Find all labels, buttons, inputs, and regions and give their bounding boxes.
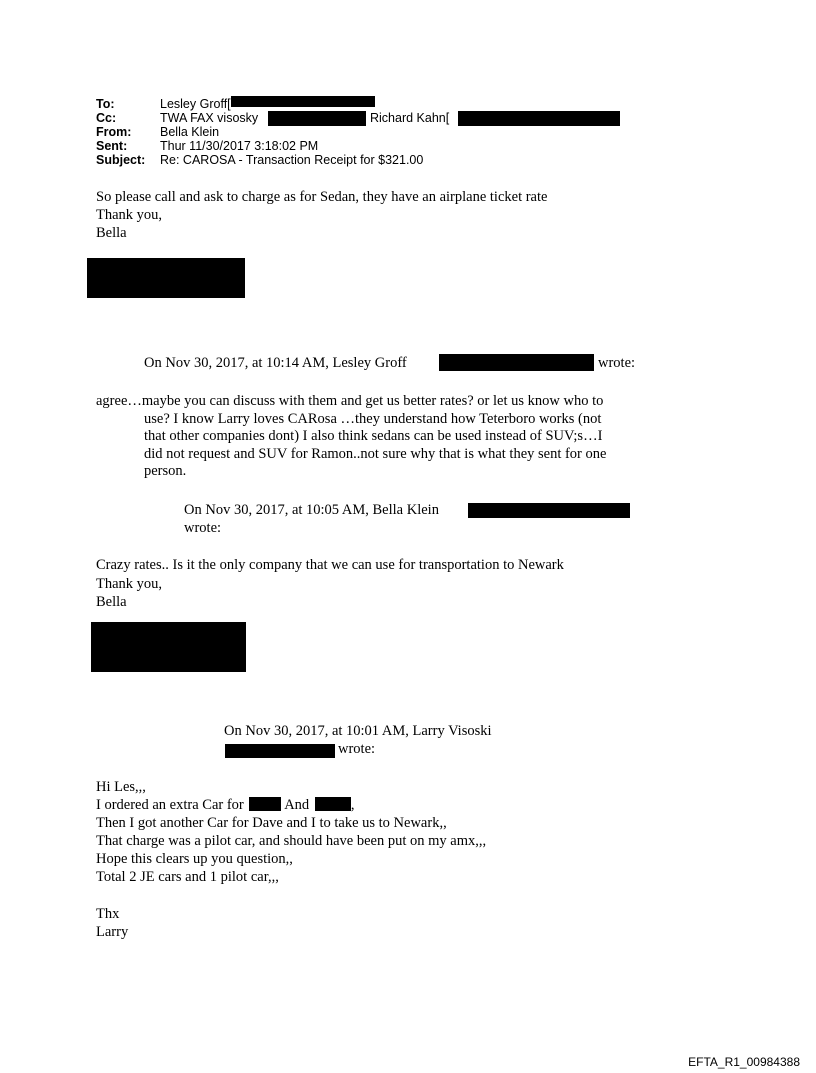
sent-label: Sent: — [96, 139, 128, 153]
message-line: Thank you, — [96, 576, 163, 592]
cc-label: Cc: — [96, 111, 117, 125]
line-text: And — [284, 797, 310, 813]
to-label: To: — [96, 97, 115, 111]
message-line: Hi Les,,, — [96, 779, 146, 795]
attribution-wrote: wrote: — [184, 520, 222, 536]
message-signature: Larry — [96, 924, 129, 940]
message-signature: Bella — [96, 225, 127, 241]
attribution-wrote: wrote: — [338, 741, 376, 757]
redaction-block — [315, 797, 351, 811]
redaction-block — [458, 111, 620, 126]
message-line: Thx — [96, 906, 120, 922]
subject-row — [96, 153, 656, 167]
quote-body — [96, 393, 606, 481]
redaction-block — [468, 503, 630, 518]
body-line: agree…maybe you can discuss with them and get us better rates? or let us know who to — [96, 393, 604, 409]
body-line: use? I know Larry loves CARosa …they understand how Teterboro works (not — [144, 410, 602, 427]
from-value: Bella Klein — [160, 125, 220, 139]
subject-label: Subject: — [96, 153, 146, 167]
message-line: Hope this clears up you question,, — [96, 851, 293, 867]
redaction-block — [91, 622, 246, 672]
quote-attribution: On Nov 30, 2017, at 10:01 AM, Larry Visoski — [224, 723, 492, 739]
redaction-block — [439, 354, 594, 371]
attribution-wrote: wrote: — [598, 355, 636, 371]
redaction-block — [225, 744, 335, 758]
cc-value-1: TWA FAX visosky — [160, 111, 259, 125]
from-row — [96, 125, 656, 139]
cc-value-2: Richard Kahn[ — [370, 111, 450, 125]
message-line: Then I got another Car for Dave and I to take us to Newark,, — [96, 815, 447, 831]
body-line: did not request and SUV for Ramon..not sure why that is what they sent for one — [144, 445, 607, 462]
quote-attribution — [144, 355, 407, 373]
to-row — [96, 97, 656, 111]
message-signature: Bella — [96, 594, 127, 610]
redaction-block — [268, 111, 366, 126]
from-label: From: — [96, 125, 132, 139]
message-line — [96, 797, 354, 815]
sent-row — [96, 139, 656, 153]
document-id: EFTA_R1_00984388 — [688, 1055, 800, 1069]
message-line: Crazy rates.. Is it the only company that we can use for transportation to Newark — [96, 557, 564, 573]
attribution-text: On Nov 30, 2017, at 10:14 AM, Lesley Groff — [144, 355, 407, 371]
sent-value: Thur 11/30/2017 3:18:02 PM — [160, 139, 319, 153]
message-line: Total 2 JE cars and 1 pilot car,,, — [96, 869, 279, 885]
redaction-block — [231, 96, 375, 107]
message-line: Thank you, — [96, 207, 163, 223]
body-line: person. — [144, 463, 187, 480]
message-line: That charge was a pilot car, and should have been put on my amx,,, — [96, 833, 487, 849]
line-text: , — [350, 797, 355, 813]
email-header — [96, 97, 656, 177]
quote-attribution: On Nov 30, 2017, at 10:05 AM, Bella Klein — [184, 502, 439, 518]
to-value: Lesley Groff[ — [160, 97, 231, 111]
body-line: that other companies dont) I also think sedans can be used instead of SUV;s…I — [144, 428, 603, 445]
message-line: So please call and ask to charge as for Sedan, they have an airplane ticket rate — [96, 189, 548, 205]
subject-value: Re: CAROSA - Transaction Receipt for $321.00 — [160, 153, 424, 167]
line-text: I ordered an extra Car for — [96, 797, 244, 813]
redaction-block — [87, 258, 245, 298]
redaction-block — [249, 797, 281, 811]
